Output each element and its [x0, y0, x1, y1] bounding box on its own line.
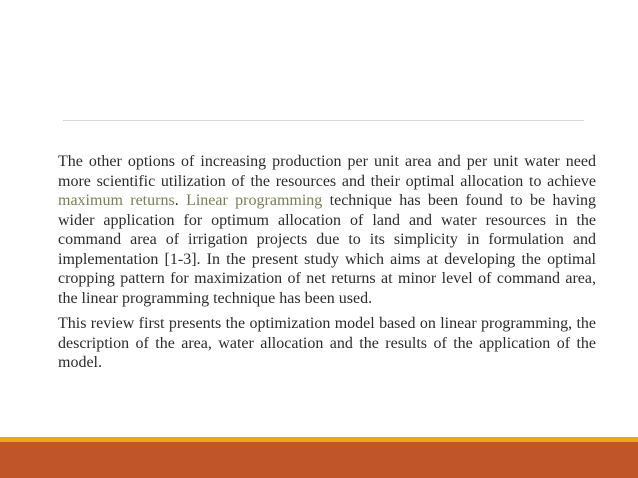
title-divider: [63, 120, 584, 121]
paragraph-1: [58, 152, 596, 308]
paragraph-2: This review first presents the optimization model based on linear programming, the description of the area, water allocation and the results of the application of the model.: [58, 315, 596, 371]
footer-bar: [0, 442, 638, 478]
body-text: [58, 152, 596, 373]
paragraph-1-text-2: .: [174, 192, 187, 209]
paragraph-1-text-1: The other options of increasing production per unit area and per unit water need more scientific utilization of the resources and their optimal allocation to achieve: [58, 153, 596, 190]
paragraph-1-text-3: technique has been found to be having wider application for optimum allocation of land and water resources in the command area of irrigation projects due to its simplicity in formulation and implementation [1-3]. In the present study which aims at developing the optimal cropping pattern for maximization of net returns at minor level of command area, the linear programming technique has been used.: [58, 192, 597, 307]
maximum-returns-link[interactable]: maximum returns: [58, 192, 175, 209]
linear-programming-link[interactable]: Linear programming: [186, 192, 323, 209]
